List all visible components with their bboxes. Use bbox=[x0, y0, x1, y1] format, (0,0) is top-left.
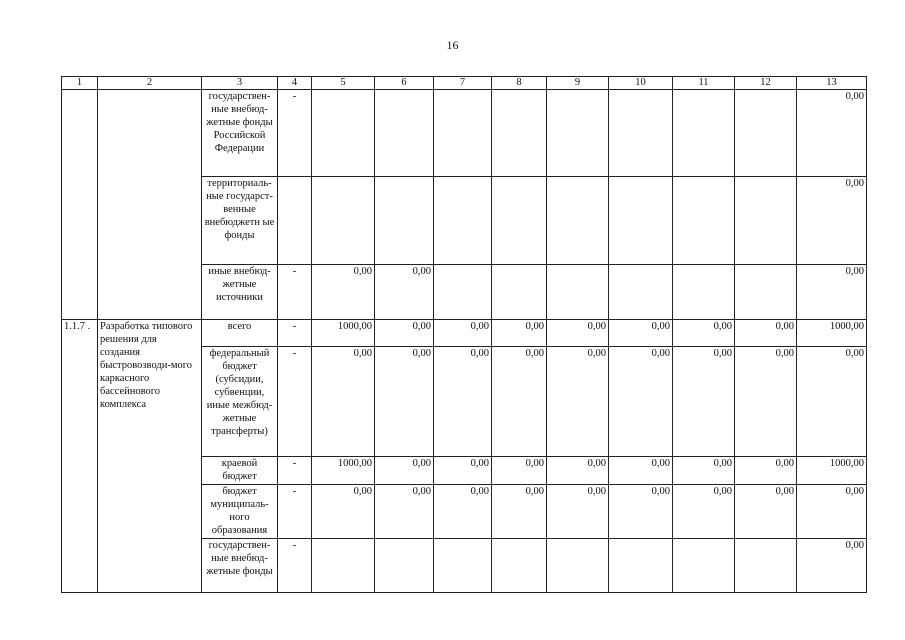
funding-source: государствен-ные внебюд-жетные фонды Российской Федерации bbox=[202, 90, 278, 177]
value-cell bbox=[492, 177, 547, 265]
column-number: 3 bbox=[202, 77, 278, 90]
table-row bbox=[62, 90, 867, 177]
column-number: 9 bbox=[547, 77, 609, 90]
value-cell bbox=[375, 539, 434, 593]
value-cell: 0,00 bbox=[735, 347, 797, 457]
value-cell: 0,00 bbox=[434, 347, 492, 457]
value-cell bbox=[609, 177, 673, 265]
item-name: Разработка типового решения для создания быстровозводи-мого каркасного бассейнового комплекса bbox=[98, 320, 202, 593]
mark-cell: - bbox=[278, 457, 312, 485]
value-cell: 0,00 bbox=[375, 457, 434, 485]
funding-source: федеральный бюджет (субсидии, субвенции, иные межбюд-жетные трансферты) bbox=[202, 347, 278, 457]
value-cell: 0,00 bbox=[609, 485, 673, 539]
funding-source: территориаль-ные государст-венные внебюджетн ые фонды bbox=[202, 177, 278, 265]
value-cell bbox=[434, 90, 492, 177]
value-cell: 0,00 bbox=[492, 485, 547, 539]
value-cell bbox=[735, 265, 797, 320]
mark-cell: - bbox=[278, 90, 312, 177]
value-cell: 0,00 bbox=[375, 347, 434, 457]
value-cell bbox=[492, 90, 547, 177]
value-cell: 0,00 bbox=[434, 457, 492, 485]
value-cell bbox=[673, 539, 735, 593]
value-cell: 0,00 bbox=[312, 485, 375, 539]
value-cell: 0,00 bbox=[312, 265, 375, 320]
value-cell bbox=[547, 265, 609, 320]
value-cell: 0,00 bbox=[492, 347, 547, 457]
code-cell-empty bbox=[62, 90, 98, 320]
value-cell bbox=[375, 90, 434, 177]
value-cell bbox=[492, 539, 547, 593]
value-cell bbox=[673, 177, 735, 265]
value-cell bbox=[434, 539, 492, 593]
value-cell bbox=[547, 90, 609, 177]
total-cell: 0,00 bbox=[797, 177, 867, 265]
mark-cell: - bbox=[278, 265, 312, 320]
mark-cell bbox=[278, 177, 312, 265]
total-cell: 1000,00 bbox=[797, 457, 867, 485]
column-number: 2 bbox=[98, 77, 202, 90]
value-cell: 0,00 bbox=[375, 320, 434, 347]
value-cell bbox=[735, 539, 797, 593]
value-cell: 0,00 bbox=[492, 320, 547, 347]
column-number: 7 bbox=[434, 77, 492, 90]
item-code: 1.1.7 . bbox=[62, 320, 98, 593]
value-cell: 0,00 bbox=[312, 347, 375, 457]
value-cell bbox=[434, 265, 492, 320]
total-cell: 0,00 bbox=[797, 485, 867, 539]
value-cell: 0,00 bbox=[547, 485, 609, 539]
mark-cell: - bbox=[278, 485, 312, 539]
value-cell: 0,00 bbox=[375, 265, 434, 320]
value-cell: 0,00 bbox=[735, 320, 797, 347]
funding-source: краевой бюджет bbox=[202, 457, 278, 485]
value-cell bbox=[609, 90, 673, 177]
funding-source: бюджет муниципаль-ного образования bbox=[202, 485, 278, 539]
column-number-row bbox=[62, 77, 867, 90]
value-cell: 0,00 bbox=[673, 320, 735, 347]
total-cell: 0,00 bbox=[797, 265, 867, 320]
value-cell: 0,00 bbox=[735, 485, 797, 539]
value-cell bbox=[375, 177, 434, 265]
value-cell: 0,00 bbox=[434, 485, 492, 539]
value-cell: 1000,00 bbox=[312, 320, 375, 347]
value-cell: 0,00 bbox=[735, 457, 797, 485]
mark-cell: - bbox=[278, 320, 312, 347]
column-number: 12 bbox=[735, 77, 797, 90]
value-cell: 0,00 bbox=[547, 320, 609, 347]
funding-source: государствен-ные внебюд-жетные фонды bbox=[202, 539, 278, 593]
value-cell: 0,00 bbox=[547, 347, 609, 457]
value-cell bbox=[312, 90, 375, 177]
value-cell: 0,00 bbox=[434, 320, 492, 347]
column-number: 6 bbox=[375, 77, 434, 90]
value-cell bbox=[434, 177, 492, 265]
value-cell bbox=[673, 265, 735, 320]
column-number: 10 bbox=[609, 77, 673, 90]
column-number: 8 bbox=[492, 77, 547, 90]
total-cell: 0,00 bbox=[797, 539, 867, 593]
value-cell bbox=[492, 265, 547, 320]
funding-source: иные внебюд-жетные источники bbox=[202, 265, 278, 320]
value-cell: 0,00 bbox=[609, 347, 673, 457]
value-cell: 1000,00 bbox=[312, 457, 375, 485]
value-cell bbox=[673, 90, 735, 177]
funding-source: всего bbox=[202, 320, 278, 347]
value-cell bbox=[735, 90, 797, 177]
value-cell: 0,00 bbox=[609, 320, 673, 347]
value-cell: 0,00 bbox=[673, 457, 735, 485]
total-cell: 0,00 bbox=[797, 90, 867, 177]
mark-cell: - bbox=[278, 347, 312, 457]
total-cell: 0,00 bbox=[797, 347, 867, 457]
column-number: 4 bbox=[278, 77, 312, 90]
name-cell-empty bbox=[98, 90, 202, 320]
value-cell: 0,00 bbox=[673, 485, 735, 539]
mark-cell: - bbox=[278, 539, 312, 593]
value-cell: 0,00 bbox=[673, 347, 735, 457]
page-number: 16 bbox=[446, 38, 459, 52]
column-number: 13 bbox=[797, 77, 867, 90]
value-cell bbox=[609, 539, 673, 593]
value-cell bbox=[735, 177, 797, 265]
value-cell bbox=[312, 539, 375, 593]
total-cell: 1000,00 bbox=[797, 320, 867, 347]
value-cell bbox=[547, 539, 609, 593]
value-cell bbox=[312, 177, 375, 265]
value-cell: 0,00 bbox=[375, 485, 434, 539]
column-number: 5 bbox=[312, 77, 375, 90]
value-cell: 0,00 bbox=[609, 457, 673, 485]
value-cell: 0,00 bbox=[547, 457, 609, 485]
value-cell bbox=[547, 177, 609, 265]
value-cell: 0,00 bbox=[492, 457, 547, 485]
column-number: 11 bbox=[673, 77, 735, 90]
column-number: 1 bbox=[62, 77, 98, 90]
budget-table bbox=[61, 76, 867, 593]
table-row bbox=[62, 320, 867, 347]
value-cell bbox=[609, 265, 673, 320]
